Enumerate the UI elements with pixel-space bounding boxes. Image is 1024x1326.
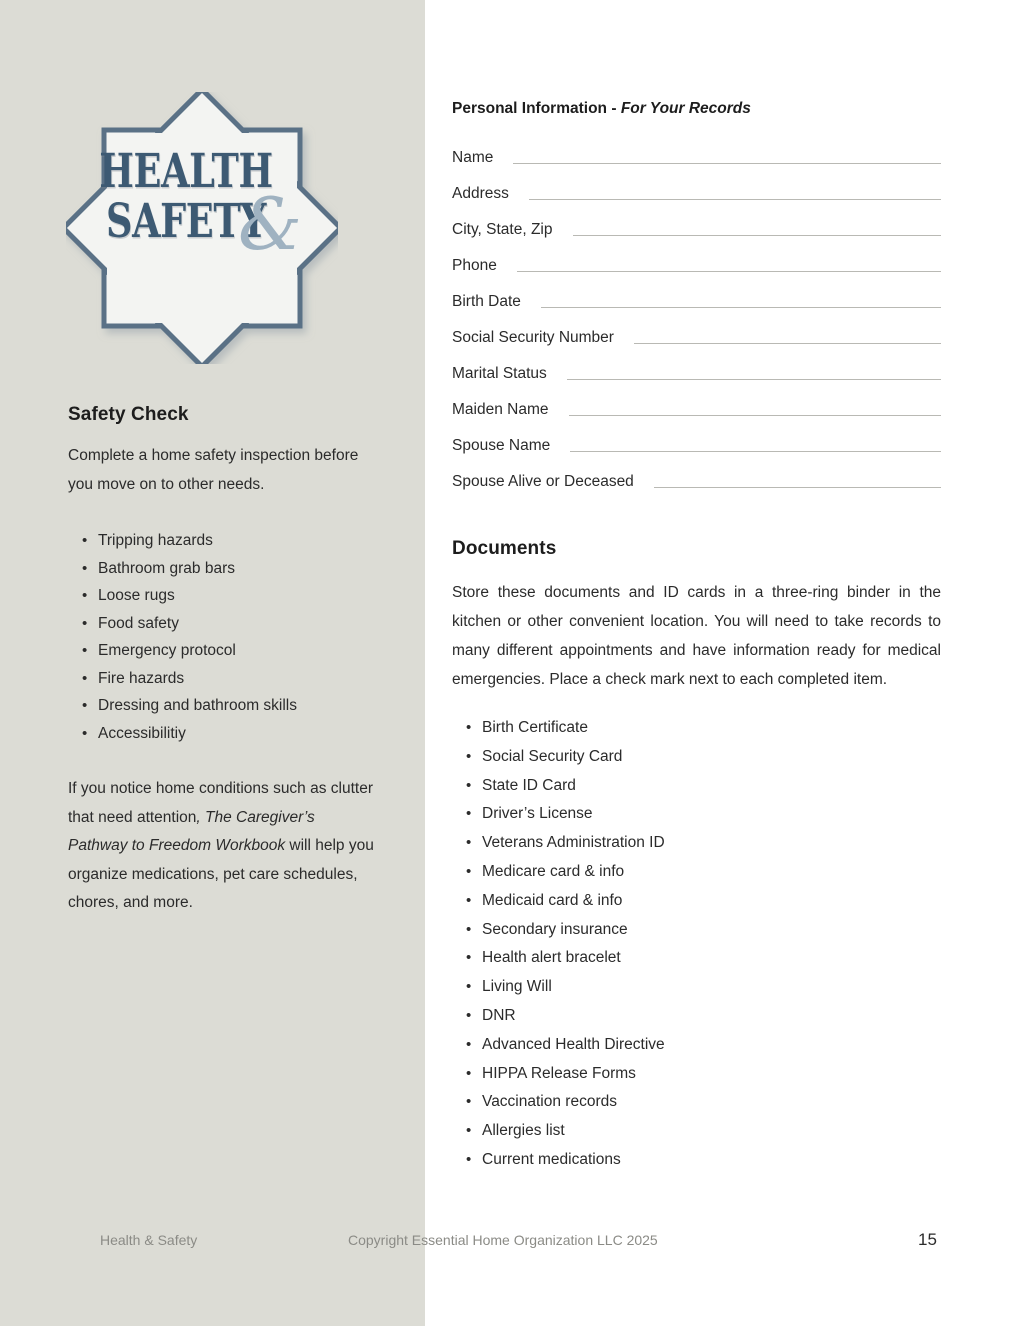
safety-check-heading: Safety Check — [68, 404, 189, 425]
list-item[interactable]: • Allergies list — [452, 1117, 941, 1146]
spouse-alive-or-deceased-input-rule[interactable] — [654, 487, 941, 488]
list-item[interactable]: • Bathroom grab bars — [68, 555, 378, 583]
list-item[interactable]: • HIPPA Release Forms — [452, 1060, 941, 1089]
field-label: Marital Status — [452, 365, 547, 382]
list-item[interactable]: • Dressing and bathroom skills — [68, 692, 378, 720]
footer-section-name: Health & Safety — [100, 1232, 198, 1248]
list-item[interactable]: • Social Security Card — [452, 743, 941, 772]
form-row-spouse-alive-or-deceased[interactable] — [452, 456, 941, 492]
list-item[interactable]: • Living Will — [452, 973, 941, 1002]
main-content — [452, 100, 941, 1175]
field-label: Address — [452, 185, 509, 202]
field-label: Maiden Name — [452, 401, 549, 418]
list-item[interactable]: • Driver’s License — [452, 800, 941, 829]
name-input-rule[interactable] — [513, 163, 941, 164]
list-item[interactable]: • Emergency protocol — [68, 637, 378, 665]
field-label: Name — [452, 149, 494, 166]
for-your-records-label: For Your Records — [620, 100, 751, 117]
list-item[interactable]: • Current medications — [452, 1146, 941, 1175]
list-item[interactable]: • Loose rugs — [68, 582, 378, 610]
workbook-title: , The Caregiver’s Pathway to Freedom Workbook — [68, 808, 315, 854]
form-row-name[interactable] — [452, 132, 941, 168]
documents-heading: Documents — [452, 538, 557, 559]
workbook-note — [68, 775, 378, 918]
list-item[interactable]: • Tripping hazards — [68, 527, 378, 555]
safety-check-section — [68, 404, 378, 918]
workbook-note-part2: will help you organize medications, pet care schedules, chores, and more. — [68, 837, 374, 911]
health-safety-logo — [66, 92, 338, 364]
city-state-zip-input-rule[interactable] — [573, 235, 942, 236]
list-item[interactable]: • Health alert bracelet — [452, 944, 941, 973]
form-row-spouse-name[interactable] — [452, 420, 941, 456]
maiden-name-input-rule[interactable] — [569, 415, 942, 416]
marital-status-input-rule[interactable] — [567, 379, 941, 380]
logo-line-safety: SAFETY — [105, 194, 266, 249]
list-item[interactable]: • Advanced Health Directive — [452, 1031, 941, 1060]
list-item[interactable]: • DNR — [452, 1002, 941, 1031]
field-label: Social Security Number — [452, 329, 614, 346]
workbook-note-part1: If you notice home conditions such as clutter that need attention — [68, 780, 373, 826]
documents-intro: Store these documents and ID cards in a three-ring binder in the kitchen or other convenient location. You will need to take records to many different appointments and have information ready for medical emergencies. Place a check mark next to each completed item. — [452, 584, 941, 688]
list-item[interactable]: • Accessibilitiy — [68, 720, 378, 748]
list-item[interactable]: • Vaccination records — [452, 1088, 941, 1117]
spouse-name-input-rule[interactable] — [570, 451, 941, 452]
documents-checklist — [452, 714, 941, 1175]
eight-point-star-icon — [66, 92, 338, 364]
list-item[interactable]: • Medicare card & info — [452, 858, 941, 887]
personal-information-heading — [452, 100, 941, 118]
list-item[interactable]: • Veterans Administration ID — [452, 829, 941, 858]
footer-page-number: 15 — [918, 1230, 937, 1249]
list-item[interactable]: • Food safety — [68, 610, 378, 638]
form-row-marital-status[interactable] — [452, 348, 941, 384]
personal-information-label: Personal Information - — [452, 100, 621, 117]
field-label: Birth Date — [452, 293, 521, 310]
phone-input-rule[interactable] — [517, 271, 941, 272]
form-row-phone[interactable] — [452, 240, 941, 276]
personal-information-form — [452, 132, 941, 492]
field-label: City, State, Zip — [452, 221, 553, 238]
list-item[interactable]: • Birth Certificate — [452, 714, 941, 743]
field-label: Spouse Alive or Deceased — [452, 473, 634, 490]
logo-ampersand: & — [238, 182, 303, 266]
logo-line-health: HEALTH — [99, 144, 273, 199]
list-item[interactable]: • State ID Card — [452, 772, 941, 801]
field-label: Phone — [452, 257, 497, 274]
safety-checklist — [68, 527, 378, 747]
form-row-social-security-number[interactable] — [452, 312, 941, 348]
page-footer — [0, 1232, 1024, 1258]
form-row-maiden-name[interactable] — [452, 384, 941, 420]
address-input-rule[interactable] — [529, 199, 941, 200]
form-row-address[interactable] — [452, 168, 941, 204]
form-row-city-state-zip[interactable] — [452, 204, 941, 240]
birth-date-input-rule[interactable] — [541, 307, 941, 308]
field-label: Spouse Name — [452, 437, 551, 454]
form-row-birth-date[interactable] — [452, 276, 941, 312]
safety-check-intro: Complete a home safety inspection before you move on to other needs. — [68, 447, 359, 493]
list-item[interactable]: • Fire hazards — [68, 665, 378, 693]
list-item[interactable]: • Secondary insurance — [452, 916, 941, 945]
footer-copyright: Copyright Essential Home Organization LLC 2025 — [348, 1232, 658, 1248]
social-security-number-input-rule[interactable] — [634, 343, 941, 344]
list-item[interactable]: • Medicaid card & info — [452, 887, 941, 916]
